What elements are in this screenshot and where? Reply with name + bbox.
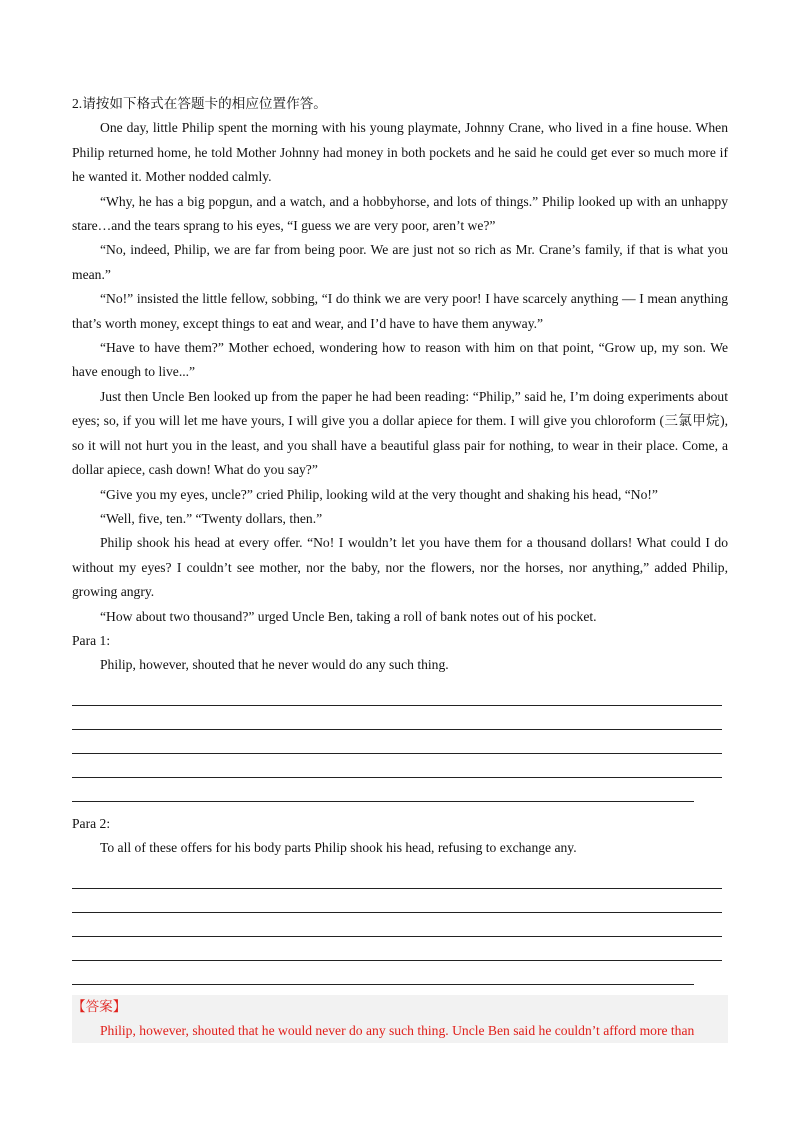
writing-line[interactable] xyxy=(72,730,722,754)
para1-label: Para 1: xyxy=(72,632,111,648)
writing-line[interactable] xyxy=(72,961,694,985)
story-paragraph-1: One day, little Philip spent the morning with his young playmate, Johnny Crane, who lived in a fine house. When Philip returned home, he told Mother Johnny had money in both pockets and he said he could get ever so much more if he wanted it. Mother nodded calmly. xyxy=(72,120,728,185)
writing-line[interactable] xyxy=(72,682,722,706)
story-paragraph-6: Just then Uncle Ben looked up from the paper he had been reading: “Philip,” said he, I’m doing experiments about eyes; so, if you will let me have yours, I will give you a dollar apiece for them. I will give you chloroform (三氯甲烷), so it will not hurt you in the least, and you shall have a beautiful glass pair for nothing, to wear in their place. Come, a dollar apiece, cash down! What do you say?” xyxy=(72,388,728,478)
para2-writing-lines[interactable] xyxy=(72,865,728,985)
story-paragraph-8: “Well, five, ten.” “Twenty dollars, then.” xyxy=(100,510,323,526)
writing-line[interactable] xyxy=(72,937,722,961)
story-paragraph-10: “How about two thousand?” urged Uncle Ben, taking a roll of bank notes out of his pocket. xyxy=(100,608,597,624)
para1-writing-lines[interactable] xyxy=(72,682,728,802)
question-instruction: 2.请按如下格式在答题卡的相应位置作答。 xyxy=(72,96,327,111)
writing-line[interactable] xyxy=(72,865,722,889)
answer-box xyxy=(72,995,728,1043)
answer-text: Philip, however, shouted that he would never do any such thing. Uncle Ben said he couldn’t afford more than xyxy=(100,1022,695,1038)
story-paragraph-5: “Have to have them?” Mother echoed, wondering how to reason with him on that point, “Grow up, my son. We have enough to live...” xyxy=(72,340,728,380)
story-paragraph-9: Philip shook his head at every offer. “No! I wouldn’t let you have them for a thousand dollars! What could I do without my eyes? I couldn’t see mother, nor the baby, nor the flowers, nor the horses, nor anything,” added Philip, growing angry. xyxy=(72,535,728,600)
writing-line[interactable] xyxy=(72,778,694,802)
writing-line[interactable] xyxy=(72,754,722,778)
writing-line[interactable] xyxy=(72,889,722,913)
writing-line[interactable] xyxy=(72,913,722,937)
story-paragraph-4: “No!” insisted the little fellow, sobbing, “I do think we are very poor! I have scarcely anything — I mean anything that’s worth money, except things to eat and wear, and I’d have to have them anyway.” xyxy=(72,291,728,331)
document-page xyxy=(72,92,728,1043)
para1-starter: Philip, however, shouted that he never would do any such thing. xyxy=(100,657,449,673)
writing-line[interactable] xyxy=(72,706,722,730)
story-paragraph-7: “Give you my eyes, uncle?” cried Philip, looking wild at the very thought and shaking his head, “No!” xyxy=(100,486,658,502)
story-paragraph-3: “No, indeed, Philip, we are far from being poor. We are just not so rich as Mr. Crane’s family, if that is what you mean.” xyxy=(72,242,728,282)
para2-starter: To all of these offers for his body parts Philip shook his head, refusing to exchange any. xyxy=(100,840,577,856)
para2-label: Para 2: xyxy=(72,815,111,831)
story-paragraph-2: “Why, he has a big popgun, and a watch, and a hobbyhorse, and lots of things.” Philip looked up with an unhappy stare…and the tears sprang to his eyes, “I guess we are very poor, aren’t we?” xyxy=(72,193,728,234)
answer-tag: 【答案】 xyxy=(72,998,127,1014)
